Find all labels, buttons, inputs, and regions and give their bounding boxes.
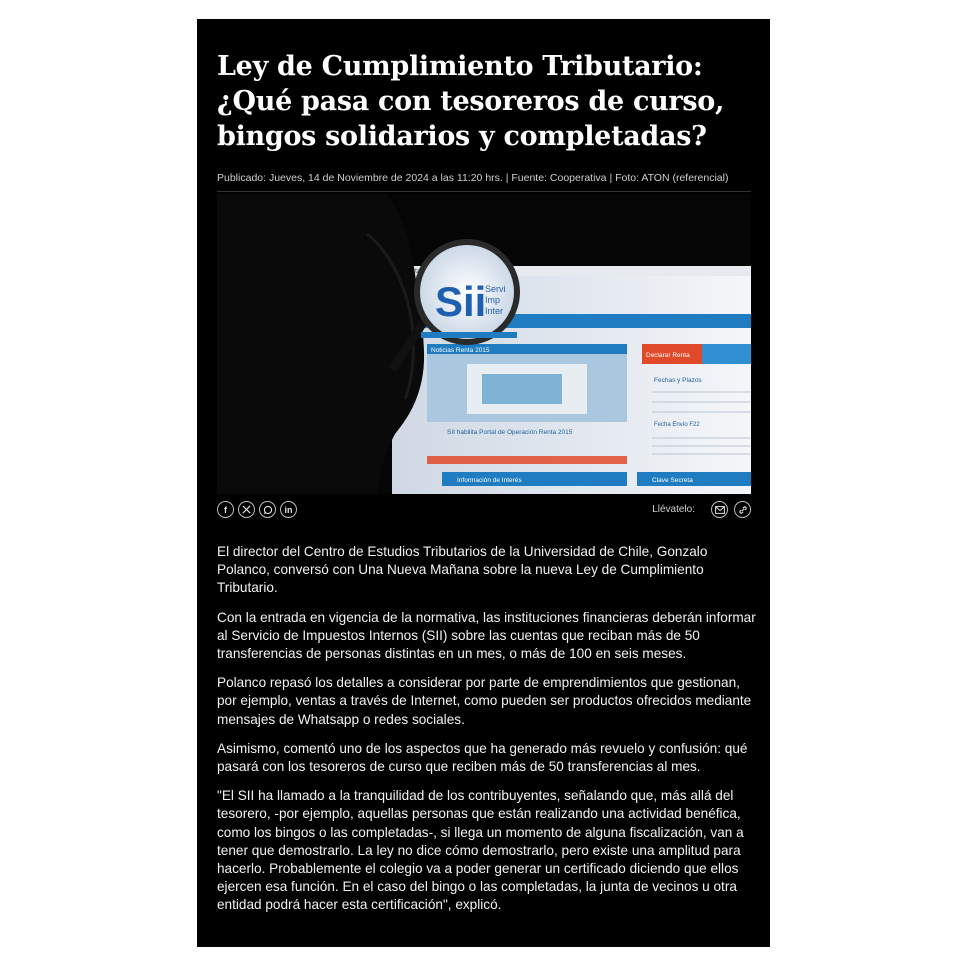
x-icon[interactable] <box>238 501 255 518</box>
sii-logo: Sii <box>435 278 487 325</box>
share-bar <box>217 501 751 521</box>
sii-logo-sub-3: Inter <box>485 306 504 316</box>
paragraph: El director del Centro de Estudios Tributarios de la Universidad de Chile, Gonzalo Polanco, conversó con Una Nueva Mañana sobre la nueva Ley de Cumplimiento Tributario. <box>217 544 708 596</box>
take-it-label: Llévatelo: <box>652 504 695 515</box>
take-it-group <box>652 501 751 518</box>
paragraph: Con la entrada en vigencia de la normativa, las instituciones financieras deberán informar al Servicio de Impuestos Internos (SII) sobre las cuentas que reciban más de 50 transferencias de personas distintas en un mes, o más de 100 en seis meses. <box>217 609 756 662</box>
article-meta: Publicado: Jueves, 14 de Noviembre de 2024 a las 11:20 hrs. | Fuente: Cooperativa | Foto: ATON (referencial) <box>217 172 729 184</box>
paragraph: Polanco repasó los detalles a considerar por parte de emprendimientos que gestionan, por ejemplo, ventas a través de Internet, como pueden ser productos ofrecidos mediante mensajes de Whatsapp o redes sociales. <box>217 675 752 727</box>
email-icon[interactable] <box>711 501 728 518</box>
article <box>197 19 770 947</box>
photo-fecha-envio: Fecha Envío F22 <box>654 422 700 428</box>
photo-declarar-renta: Declarar Renta <box>646 352 690 359</box>
photo-clave-secreta: Clave Secreta <box>652 477 693 484</box>
article-body <box>217 543 757 926</box>
paragraph: "El SII ha llamado a la tranquilidad de los contribuyentes, señalando que, más allá del tesorero, -por ejemplo, aquellas personas que están realizando una actividad benéfica, como los bingos o las completadas-, si llega un momento de alguna fiscalización, van a tener que demostrarlo. La ley no dice cómo demostrarlo, pero existe una amplitud para hacerlo. Probablemente el colegio va a poder generar un certificado diciendo que ellos ejercen esa función. En el caso del bingo o las completadas, la junta de vecinos u otra entidad podrá hacer esta certificación", explicó. <box>217 788 744 913</box>
photo-noticias: Noticias Renta 2015 <box>431 347 490 354</box>
photo-fechas-plazos: Fechas y Plazos <box>654 377 702 384</box>
facebook-icon[interactable]: f <box>217 501 234 518</box>
sii-logo-sub-2: Imp <box>485 295 501 305</box>
link-icon[interactable] <box>734 501 751 518</box>
divider <box>217 191 751 192</box>
sii-logo-sub-1: Servi <box>485 284 506 294</box>
whatsapp-icon[interactable] <box>259 501 276 518</box>
linkedin-icon[interactable]: in <box>280 501 297 518</box>
article-photo <box>217 194 751 494</box>
share-icons <box>217 501 297 518</box>
photo-info-interes: Información de Interés <box>457 477 522 484</box>
paragraph: Asimismo, comentó uno de los aspectos que ha generado más revuelo y confusión: qué pasará con los tesoreros de curso que reciben más de 50 transferencias al mes. <box>217 740 748 775</box>
photo-headline-link: SII habilita Portal de Operación Renta 2015 <box>447 429 573 436</box>
article-headline: Ley de Cumplimiento Tributario: ¿Qué pasa con tesoreros de curso, bingos solidarios y completadas? <box>217 51 725 152</box>
